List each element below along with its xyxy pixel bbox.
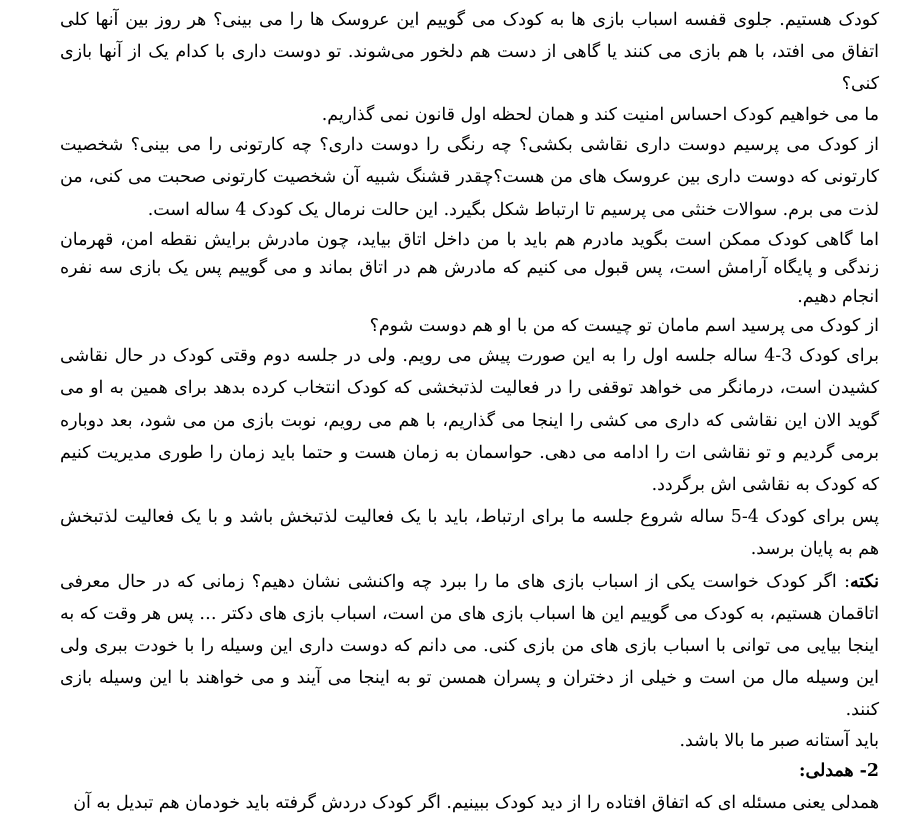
paragraph-mother-name: از کودک می پرسید اسم مامان تو چیست که من با او هم دوست شوم؟ [369,315,879,336]
section-heading [60,755,879,787]
paragraph-second-session: برای کودک 3-4 ساله جلسه اول را به این صورت پیش می رویم. ولی در جلسه دوم وقتی کودک در حال نقاشی کشیدن است، درمانگر می خواهد توقفی را در فعالیت لذتبخشی که کودک انتخاب کرده بدهد برای همین به او می گوید الان این نقاشی که داری می کشی را اینجا می گذاریم، با هم می رویم، نوبت بازی من می شود، بعد دوباره برمی گردیم و تو نقاشی ات را ادامه می دهی. حواسمان به زمان هست و حتما باید زمان را طوری مدیریت کنیم که کودک به نقاشی اش برگردد. [60,346,879,495]
paragraph-safety: ما می خواهیم کودک احساس امنیت کند و همان لحظه اول قانون نمی گذاریم. [321,104,879,125]
paragraph-session-start: پس برای کودک 4-5 ساله شروع جلسه ما برای ارتباط، باید با یک فعالیت لذتبخش باشد و با یک فعالیت لذتبخش هم به پایان برسد. [60,507,879,560]
note-text: : اگر کودک خواست یکی از اسباب بازی های ما را ببرد چه واکنشی نشان دهیم؟ زمانی که در حال معرفی اتاقمان هستیم، به کودک می گوییم این ها اسباب بازی های من است، اسباب بازی های دکتر … پس هر وقت که به اینجا بیایی می توانی با اسباب بازی های من بازی کنی. می دانم که دوست داری این وسیله را با خودت ببری ولی این وسیله مال من است و خیلی از دختران و پسران همسن تو به اینجا می آیند و می خواهند با این وسیله بازی کنند. [60,571,879,721]
paragraph-toy-shelf: کودک هستیم. جلوی قفسه اسباب بازی ها به کودک می گوییم این عروسک ها را می بینی؟ هر روز بین آنها کلی اتفاق می افتد، با هم بازی می کنند یا گاهی از دست هم دلخور می‌شوند. تو دوست داری با کدام یک از آنها بازی کنی؟ [60,10,879,95]
paragraph-note [60,566,879,727]
paragraph-patience: باید آستانه صبر ما بالا باشد. [679,730,879,751]
paragraph-mother: اما گاهی کودک ممکن است بگوید مادرم هم باید با من داخل اتاق بیاید، چون مادرش برایش نقطه امن، قهرمان زندگی و پایگاه آرامش است، پس قبول می کنیم که مادرش هم در اتاق بماند و می گوییم پس یک بازی سه نفره انجام دهیم. [60,229,879,307]
section-number: 2- [859,761,879,782]
paragraph-neutral-questions: از کودک می پرسیم دوست داری نقاشی بکشی؟ چه رنگی را دوست داری؟ چه کارتونی را می بینی؟ شخصیت کارتونی که دوست داری بین عروسک های من هست؟چقدر قشنگ شبیه آن شخصیت کارتونی صحبت می کنی، من لذت می برم. سوالات خنثی می پرسیم تا ارتباط شکل بگیرد. این حالت نرمال یک کودک 4 ساله است. [60,135,879,220]
paragraph-empathy: همدلی یعنی مسئله ای که اتفاق افتاده را از دید کودک ببینیم. اگر کودک دردش گرفته باید خودمان هم تبدیل به آن [73,793,879,814]
note-label: نکته [849,571,879,592]
section-title: همدلی: [799,761,854,782]
